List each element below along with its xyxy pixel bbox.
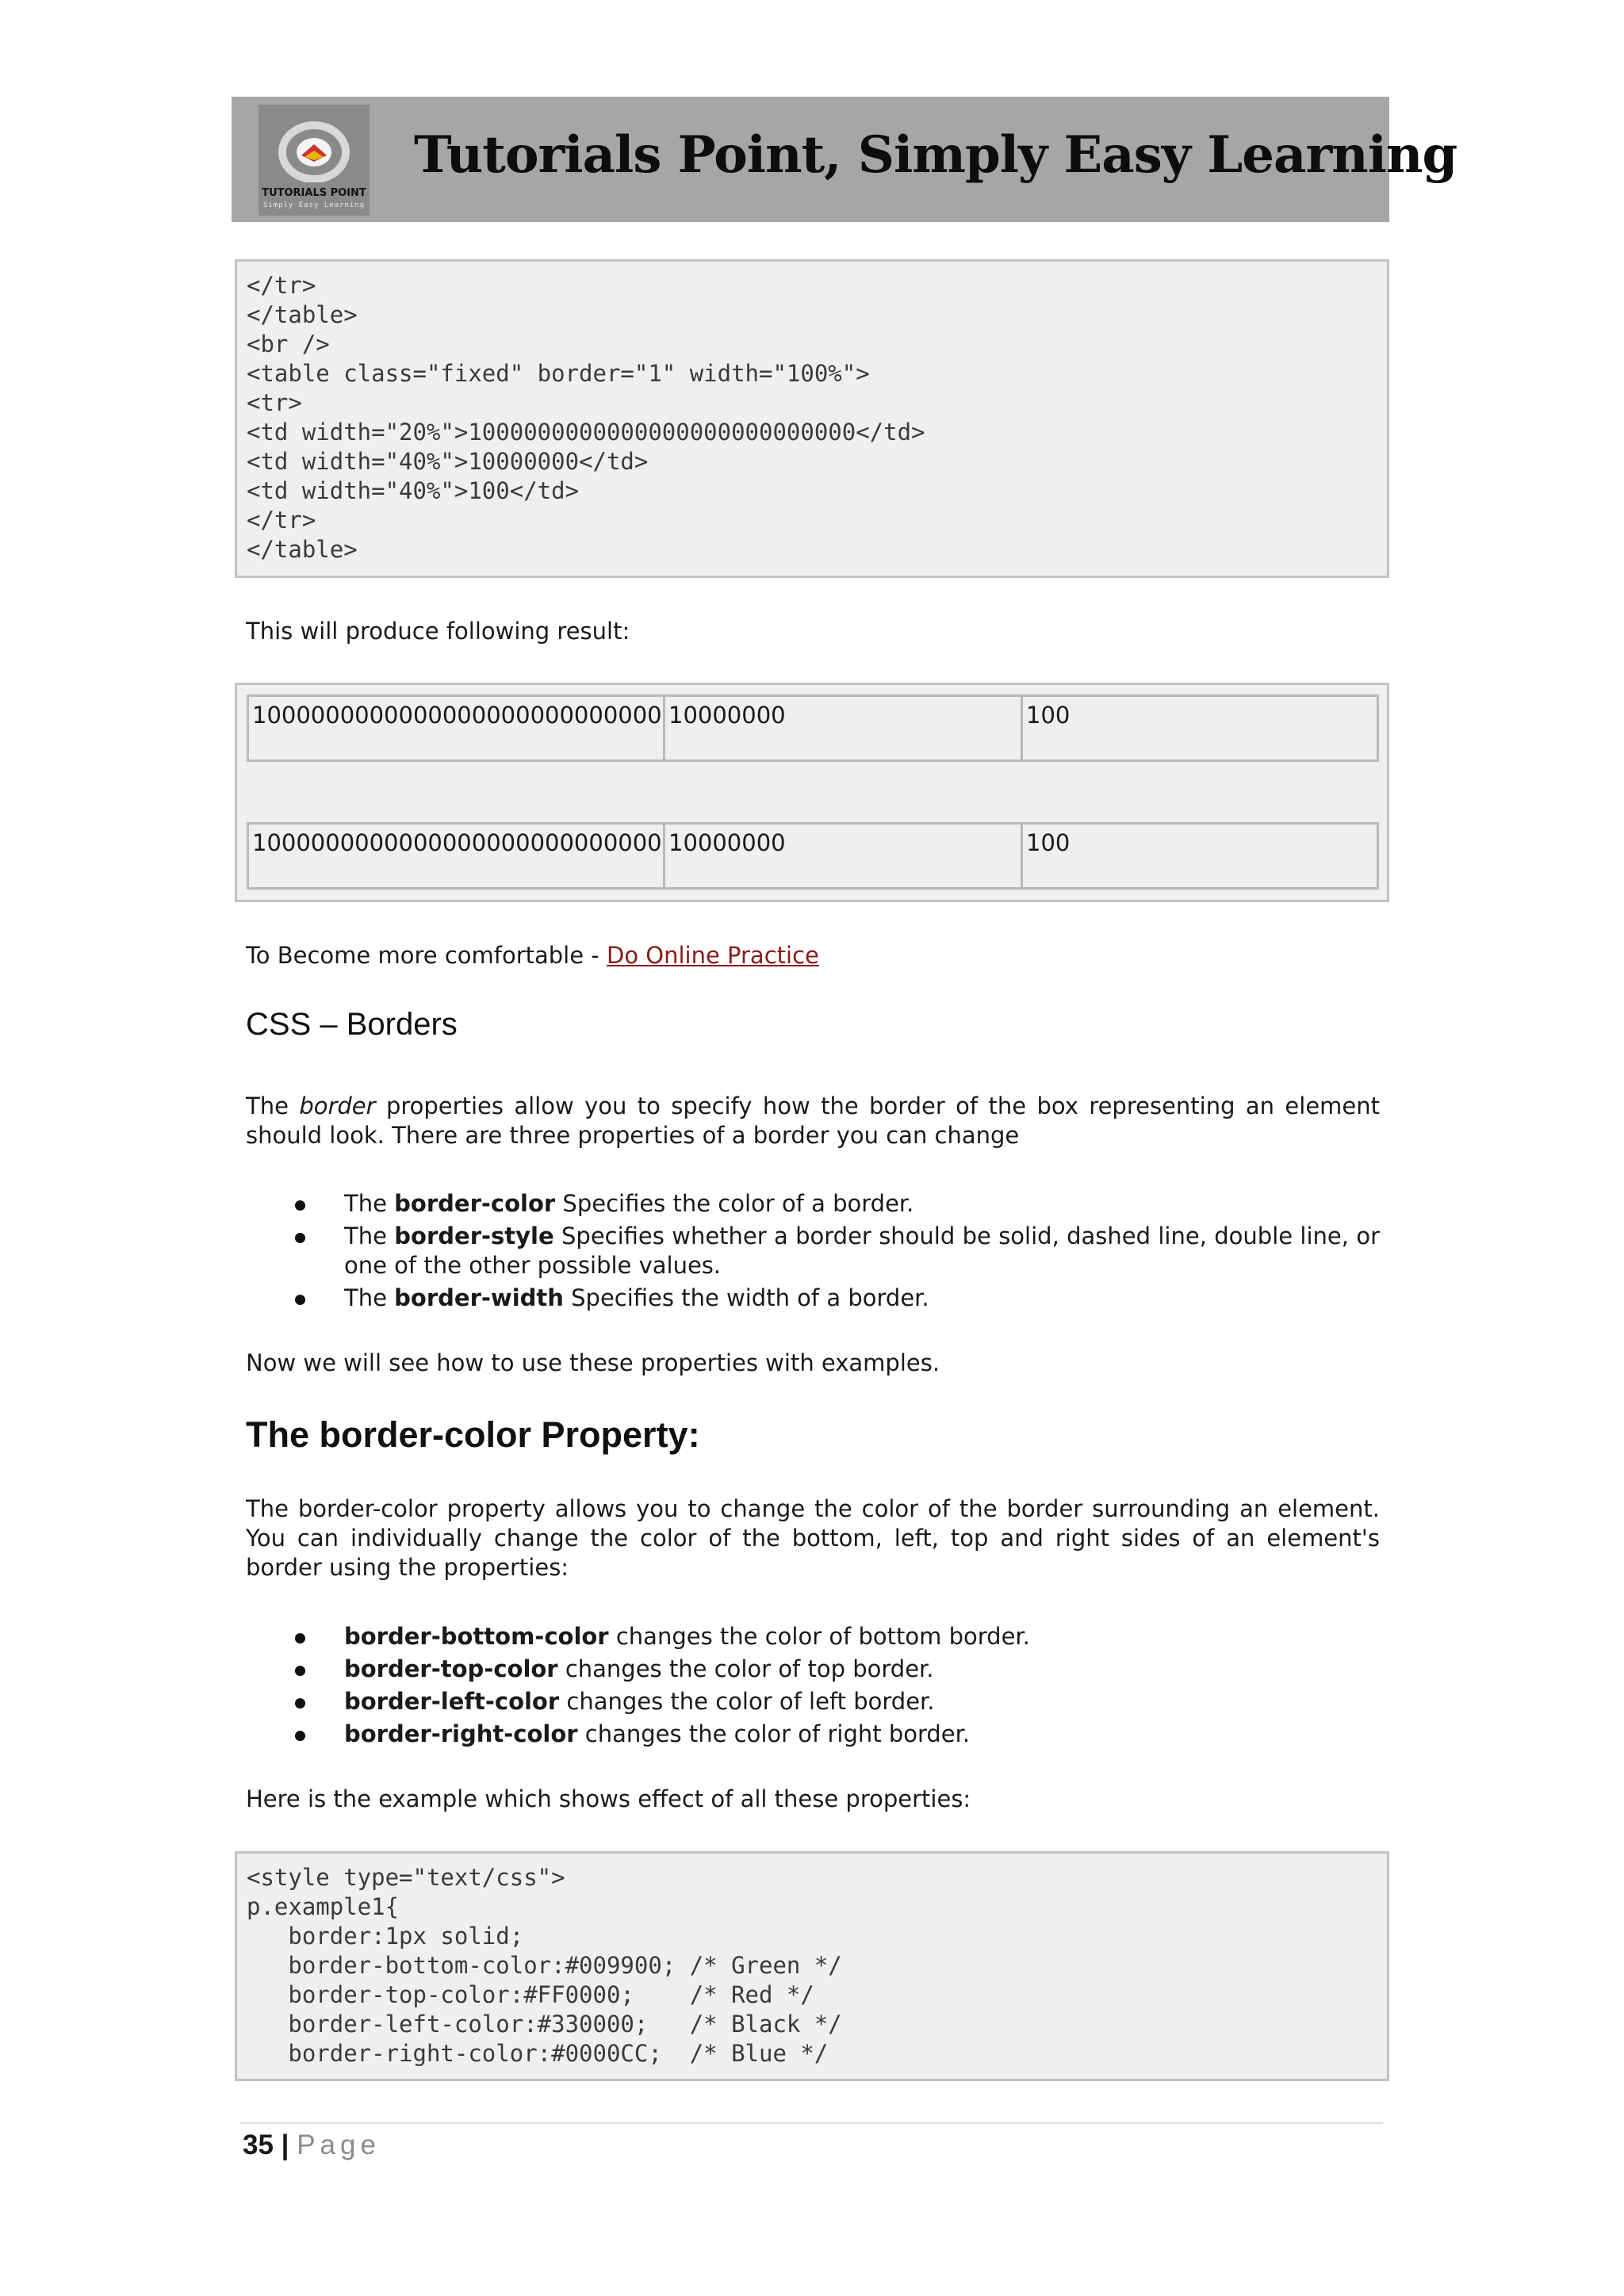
header-title: Tutorials Point, Simply Easy Learning [414,125,1457,185]
item-text: changes the color of right border. [577,1720,971,1747]
list-item [246,1687,1380,1716]
bullet-icon [295,1666,305,1676]
table-cell: 100 [1026,829,1071,856]
bullet-icon [295,1633,305,1644]
border-properties-list [246,1189,1380,1316]
bullet-icon [295,1200,305,1211]
item-prefix: The [344,1223,395,1249]
property-description: The border-color property allows you to change the color of the border surrounding an element. You can individually change the color of the bottom, left, top and right sides of an element's border using the properties: [246,1495,1380,1581]
intro-emphasis: border [299,1093,376,1119]
footer-divider [239,2122,1383,2124]
page-number: 35 [243,2130,274,2160]
table-cell: 1000000000000000000000000000 [249,697,665,760]
item-keyword: border-left-color [344,1688,560,1715]
practice-prefix: To Become more comfortable - [246,942,607,969]
practice-line [246,941,1380,970]
intro-text: The [246,1093,300,1119]
list-item [246,1720,1380,1749]
examples-intro: Now we will see how to use these properties with examples. [246,1349,940,1376]
item-keyword: border-right-color [344,1720,578,1747]
code-block-table-markup: </tr> </table> <br /> <table class="fixed" border="1" width="100%"> <tr> <td width="20%">1000000000000000000000000000</td> <td width="40%">10000000</td> <td width="40%">100</td> </tr> </table> [235,259,1389,578]
border-intro-paragraph [246,1092,1380,1150]
section-heading: CSS – Borders [246,1007,458,1042]
online-practice-link[interactable]: Do Online Practice [606,942,819,969]
example-intro: Here is the example which shows effect of all these properties: [246,1785,971,1812]
table-cell: 10000000 [665,825,1023,887]
item-prefix: The [344,1190,395,1217]
property-heading: The border-color Property: [246,1414,700,1455]
footer-separator: | [273,2130,297,2160]
header-banner [232,97,1457,222]
list-item [246,1222,1380,1280]
result-table-1 [247,695,1379,762]
table-cell: 1000000000000000000000000000 [249,825,665,887]
logo-emblem-icon [273,116,355,182]
intro-text: properties allow you to specify how the border of the box representing an element should look. There are three properties of a border you can change [246,1093,1380,1149]
logo-tagline: Simply Easy Learning [262,201,366,209]
tutorialspoint-logo [259,105,370,216]
bullet-icon [295,1295,305,1305]
item-keyword: border-color [394,1190,556,1217]
code-block-css-example: <style type="text/css"> p.example1{ border:1px solid; border-bottom-color:#009900; /* Green */ border-top-color:#FF0000; /* Red */ border-left-color:#330000; /* Black */ border-right-color:#0000CC; /* Blue */ [235,1851,1389,2081]
table-cell: 10000000 [665,697,1023,760]
list-item [246,1284,1380,1313]
list-item [246,1655,1380,1684]
bullet-icon [295,1233,305,1243]
bullet-icon [295,1731,305,1741]
item-text: changes the color of top border. [557,1655,934,1682]
list-item [246,1189,1380,1219]
page-label: Page [297,2130,381,2160]
item-text: Specifies the width of a border. [563,1284,929,1311]
logo-name: TUTORIALS POINT [262,187,366,199]
item-text: Specifies the color of a border. [555,1190,914,1217]
bullet-icon [295,1698,305,1709]
item-keyword: border-width [394,1284,564,1311]
item-text: changes the color of left border. [559,1688,935,1715]
list-item [246,1622,1380,1651]
item-keyword: border-top-color [344,1655,558,1682]
item-text: changes the color of bottom border. [608,1623,1030,1650]
item-prefix: The [344,1284,395,1311]
item-keyword: border-bottom-color [344,1623,609,1650]
table-cell: 100 [1026,702,1071,729]
side-properties-list [246,1622,1380,1752]
page-footer [243,2130,381,2161]
item-keyword: border-style [394,1223,554,1249]
result-intro: This will produce following result: [246,618,630,645]
result-table-2 [247,822,1379,890]
result-box [235,683,1389,902]
item-text: Specifies whether a border should be solid, dashed line, double line, or one of the other possible values. [344,1223,1380,1279]
